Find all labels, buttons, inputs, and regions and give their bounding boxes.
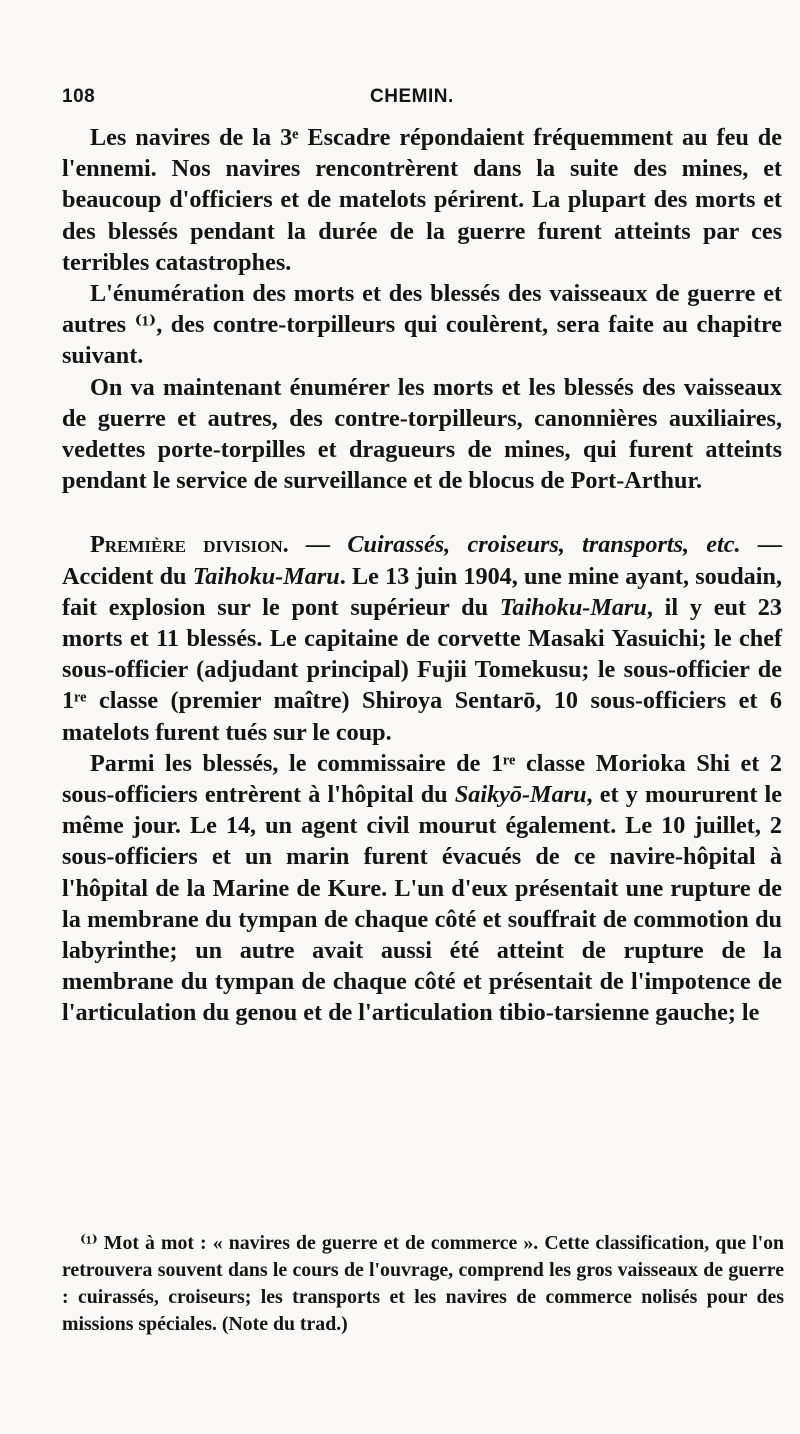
paragraph-text: Accident du — [62, 562, 193, 590]
paragraph-text: Parmi les blessés, le commissaire de 1ʳᵉ classe Morioka Shi et 2 sous-officiers entrèrent à l'hôpital du — [62, 749, 782, 809]
page-number: 108 — [62, 86, 96, 107]
paragraph-4 — [62, 529, 782, 747]
running-head — [62, 80, 742, 120]
paragraph-5 — [62, 748, 782, 1029]
paragraph-2: L'énumération des morts et des blessés des vaisseaux de guerre et autres ⁽¹⁾, des contre-torpilleurs qui coulèrent, sera faite au chapitre suivant. — [62, 280, 782, 370]
paragraph-text: , et y moururent le même jour. Le 14, un agent civil mourut également. Le 10 juillet, 2 sous-officiers et un marin furent évacués de ce navire-hôpital à l'hôpital de la Marine de Kure. L'un d'eux présentait une rupture de la membrane du tympan de chaque côté et souffrait de commotion du labyrinthe; un autre avait aussi été atteint de rupture de la membrane du tympan de chaque côté et présentait de l'impotence de l'articulation du genou et de l'articulation tibio-tarsienne gauche; le — [62, 781, 783, 1027]
dash-separator: — — [288, 531, 348, 559]
ship-name: Taihoku-Maru — [499, 593, 647, 621]
body-text — [62, 122, 782, 1029]
ship-name: Saikyō-Maru — [454, 781, 587, 809]
section-heading: Première division. — [90, 531, 289, 559]
footnote-text: ⁽¹⁾ Mot à mot : « navires de guerre et de commerce ». Cette classification, que l'on retrouvera souvent dans le cours de l'ouvrage, comprend les gros vaisseaux de guerre : cuirassés, croiseurs; les transports et les navires de commerce nolisés pour des missions spéciales. (Note du trad.) — [62, 1232, 784, 1335]
paragraph-text: . Le 13 juin 1904, une mine ayant, soudain, fait explosion sur le pont supérieur du — [62, 562, 782, 621]
paragraph-1: Les navires de la 3ᵉ Escadre répondaient fréquemment au feu de l'ennemi. Nos navires rencontrèrent dans la suite des mines, et beaucoup d'officiers et de matelots périrent. La plupart des morts et des blessés pendant la durée de la guerre furent atteints par ces terribles catastrophes. — [62, 124, 782, 276]
running-title: CHEMIN. — [370, 86, 454, 107]
dash-separator: — — [740, 531, 782, 559]
paragraph-text: , il y eut 23 morts et 11 blessés. Le capitaine de corvette Masaki Yasuichi; le chef sous-officier (adjudant principal) Fujii Tomekusu; le sous-officier de 1ʳᵉ classe (premier maître) Shiroya Sentarō, 10 sous-officiers et 6 matelots furent tués sur le coup. — [62, 593, 782, 746]
footnote — [62, 1230, 784, 1338]
paragraph-3: On va maintenant énumérer les morts et les blessés des vaisseaux de guerre et autres, des contre-torpilleurs, canonnières auxiliaires, vedettes porte-torpilles et dragueurs de mines, qui furent atteints pendant le service de surveillance et de blocus de Port-Arthur. — [62, 373, 782, 495]
ship-name: Taihoku-Maru — [192, 562, 340, 590]
section-subject: Cuirassés, croiseurs, transports, etc. — [347, 531, 741, 559]
